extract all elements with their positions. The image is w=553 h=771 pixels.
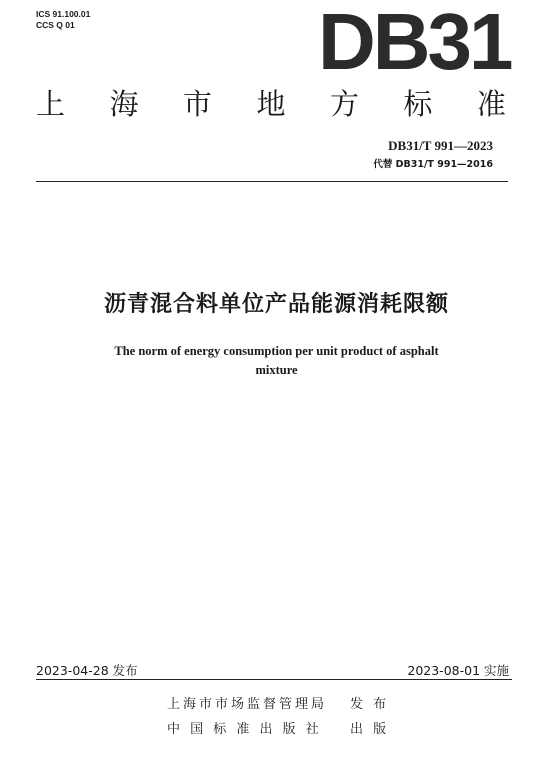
standard-type-char: 地 — [256, 87, 286, 121]
standard-type-char: 方 — [329, 87, 359, 121]
title-chinese: 沥青混合料单位产品能源消耗限额 — [103, 292, 449, 317]
title-english — [60, 342, 493, 380]
press-org: 中 国 标 准 出 版 社 — [167, 722, 322, 737]
standard-number: DB31/T 991—2023 — [388, 138, 493, 153]
publisher-action: 发 布 — [350, 697, 390, 712]
press-action: 出 版 — [350, 722, 390, 737]
ics-code: ICS 91.100.01 — [36, 9, 91, 19]
standard-type-char: 上 — [36, 87, 66, 121]
standard-type-char: 标 — [403, 87, 433, 121]
implementation-date: 2023-08-01 实施 — [407, 663, 509, 678]
header-divider — [36, 181, 508, 182]
ccs-code: CCS Q 01 — [36, 20, 75, 30]
standard-type-heading — [36, 86, 506, 122]
title-english-line: mixture — [255, 363, 298, 377]
publisher-org: 上海市市场监督管理局 — [167, 697, 328, 712]
title-english-line: The norm of energy consumption per unit product of asphalt — [114, 344, 439, 358]
standard-type-char: 准 — [476, 87, 506, 121]
standard-type-char: 市 — [182, 87, 212, 121]
replaces-standard: 代替 DB31/T 991—2016 — [373, 159, 493, 170]
issue-date: 2023-04-28 发布 — [36, 663, 138, 678]
standard-type-char: 海 — [109, 87, 139, 121]
db31-logo: DB31 — [318, 0, 511, 86]
footer-divider — [36, 679, 512, 680]
classification-codes — [36, 9, 90, 31]
